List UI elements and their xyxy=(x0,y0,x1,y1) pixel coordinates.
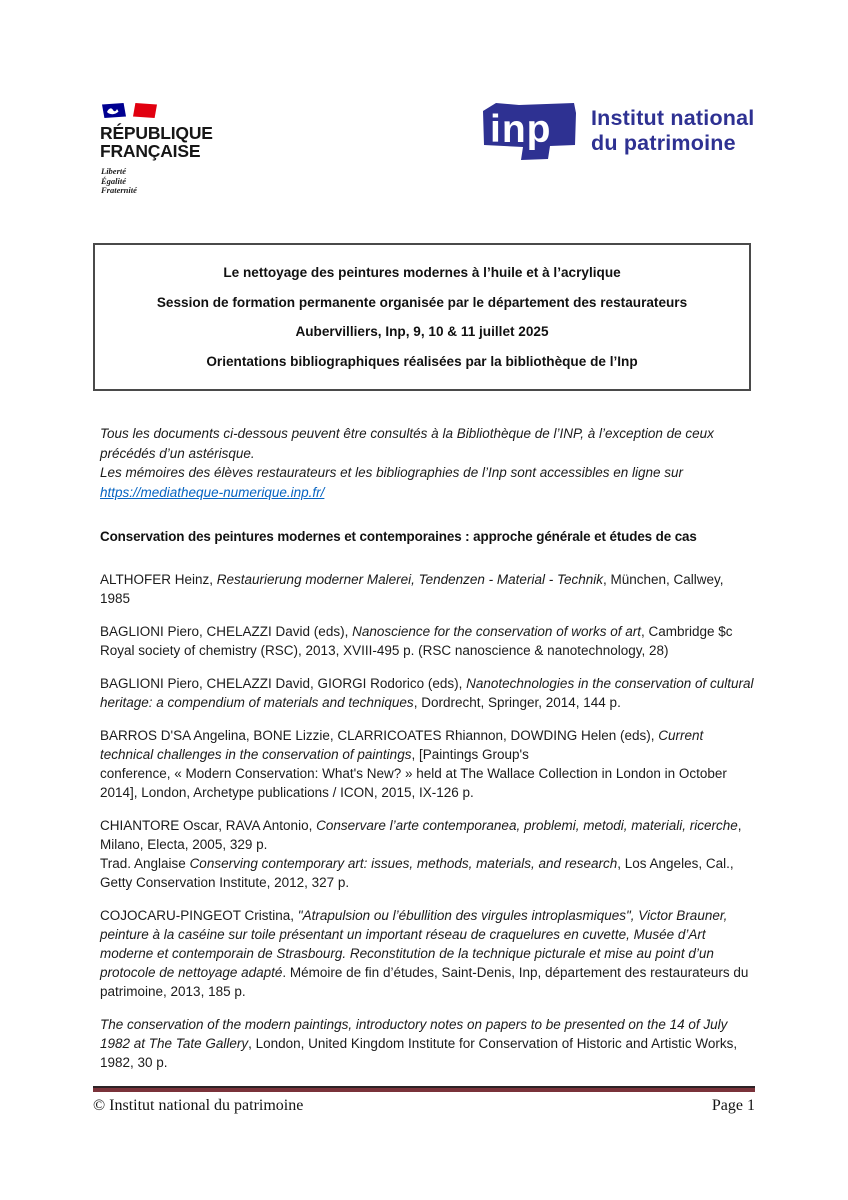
entry-text: , [Paintings Group's xyxy=(411,747,529,762)
footer xyxy=(93,1086,755,1115)
rf-wordmark-line1: RÉPUBLIQUE xyxy=(100,123,213,143)
intro-line-2: Les mémoires des élèves restaurateurs et les bibliographies de l’Inp sont accessibles en ligne sur xyxy=(100,465,684,480)
bibliography-entry xyxy=(100,622,755,660)
entry-text: , Dordrecht, Springer, 2014, 144 p. xyxy=(413,695,621,710)
flag-red-icon xyxy=(133,103,157,118)
footer-page-number: Page 1 xyxy=(711,1097,755,1114)
inp-acronym: inp xyxy=(490,108,552,151)
inp-logo-icon xyxy=(481,99,577,163)
entry-text: conference, « Modern Conservation: What's New? » held at The Wallace Collection in London in October 2014], London, Archetype publications / ICON, 2015, IX-126 p. xyxy=(100,766,727,800)
footer-copyright: © Institut national du patrimoine xyxy=(93,1097,304,1114)
entry-text: ALTHOFER Heinz, xyxy=(100,572,217,587)
work-title: Conserving contemporary art: issues, methods, materials, and research xyxy=(189,856,618,871)
motto-egalite: Égalité xyxy=(101,175,127,186)
bibliography-entry xyxy=(100,570,755,608)
entry-text: BARROS D'SA Angelina, BONE Lizzie, CLARRICOATES Rhiannon, DOWDING Helen (eds), xyxy=(100,728,659,743)
entry-text: Trad. Anglaise xyxy=(100,856,190,871)
marianne-squiggle-icon xyxy=(102,103,126,118)
title-box xyxy=(93,243,751,391)
work-title: Current technical challenges in the conservation of paintings xyxy=(100,728,704,762)
entry-text: , Los Angeles, Cal., Getty Conservation Institute, 2012, 327 p. xyxy=(100,856,734,890)
motto-liberte: Liberté xyxy=(101,166,127,176)
work-title: Nanotechnologies in the conservation of cultural heritage: a compendium of materials and techniques xyxy=(100,676,754,710)
work-title: "Atrapulsion ou l’ébullition des virgules introplasmiques", Victor Brauner, peinture à la caséine sur toile présentant un important réseau de craquelures en cuvette, Musée d’Art moderne et contemporain de Strasbourg. Reconstitution de la technique picturale et mise au point d’un protocole de nettoyage adapté xyxy=(100,908,728,980)
bibliography-entry xyxy=(100,726,755,802)
rf-wordmark-line2: FRANÇAISE xyxy=(100,141,201,161)
work-title: Conservare l’arte contemporanea, problemi, metodi, materiali, ricerche xyxy=(316,818,738,833)
work-title: The conservation of the modern paintings, introductory notes on papers to be presented on the 14 of July 1982 at The Tate Gallery xyxy=(100,1017,728,1051)
entry-text: , London, United Kingdom Institute for Conservation of Historic and Artistic Works, 1982, 30 p. xyxy=(100,1036,738,1070)
title-line-3: Aubervilliers, Inp, 9, 10 & 11 juillet 2025 xyxy=(295,324,549,340)
work-title: Nanoscience for the conservation of works of art xyxy=(352,624,641,639)
bibliography-entry xyxy=(100,674,755,712)
flag-blue-icon xyxy=(102,103,126,118)
inp-wordmark-line1: Institut national xyxy=(591,106,755,130)
bibliography-entry xyxy=(100,1015,755,1072)
inp-wordmark xyxy=(591,106,754,156)
entry-text: CHIANTORE Oscar, RAVA Antonio, xyxy=(100,818,317,833)
title-line-2: Session de formation permanente organisée par le département des restaurateurs xyxy=(156,294,688,310)
motto-fraternite: Fraternité xyxy=(101,185,137,195)
footer-rule xyxy=(93,1086,755,1092)
bibliography-entry xyxy=(100,816,755,892)
inp-wordmark-line2: du patrimoine xyxy=(591,131,736,155)
entry-text: , Milano, Electa, 2005, 329 p. xyxy=(100,818,742,852)
title-line-1: Le nettoyage des peintures modernes à l’huile et à l’acrylique xyxy=(223,265,621,281)
title-line-4: Orientations bibliographiques réalisées par la bibliothèque de l’Inp xyxy=(206,353,638,369)
rf-motto xyxy=(101,167,213,196)
bibliography-entry xyxy=(100,906,755,1001)
mediatheque-link[interactable]: https://mediatheque-numerique.inp.fr/ xyxy=(100,484,325,500)
inp-logo xyxy=(481,99,754,163)
republique-francaise-logo xyxy=(100,103,213,196)
entry-text: , Cambridge $c Royal society of chemistry (RSC), 2013, XVIII-495 p. (RSC nanoscience & nanotechnology, 28) xyxy=(100,624,733,658)
entry-text: COJOCARU-PINGEOT Cristina, xyxy=(100,908,298,923)
intro-paragraph xyxy=(100,424,755,502)
work-title: Restaurierung moderner Malerei, Tendenzen - Material - Technik xyxy=(216,572,603,587)
entry-text: . Mémoire de fin d’études, Saint-Denis, Inp, département des restaurateurs du patrimoine, 2013, 185 p. xyxy=(100,965,749,999)
bibliography-list xyxy=(100,570,755,1086)
entry-text: , München, Callwey, 1985 xyxy=(100,572,724,606)
entry-text: BAGLIONI Piero, CHELAZZI David (eds), xyxy=(100,624,353,639)
section-heading: Conservation des peintures modernes et contemporaines : approche générale et études de cas xyxy=(100,529,697,544)
intro-line-1: Tous les documents ci-dessous peuvent être consultés à la Bibliothèque de l’INP, à l’exception de ceux précédés d’un astérisque. xyxy=(100,426,714,461)
french-flag-icon xyxy=(102,103,213,119)
entry-text: BAGLIONI Piero, CHELAZZI David, GIORGI Rodorico (eds), xyxy=(100,676,467,691)
